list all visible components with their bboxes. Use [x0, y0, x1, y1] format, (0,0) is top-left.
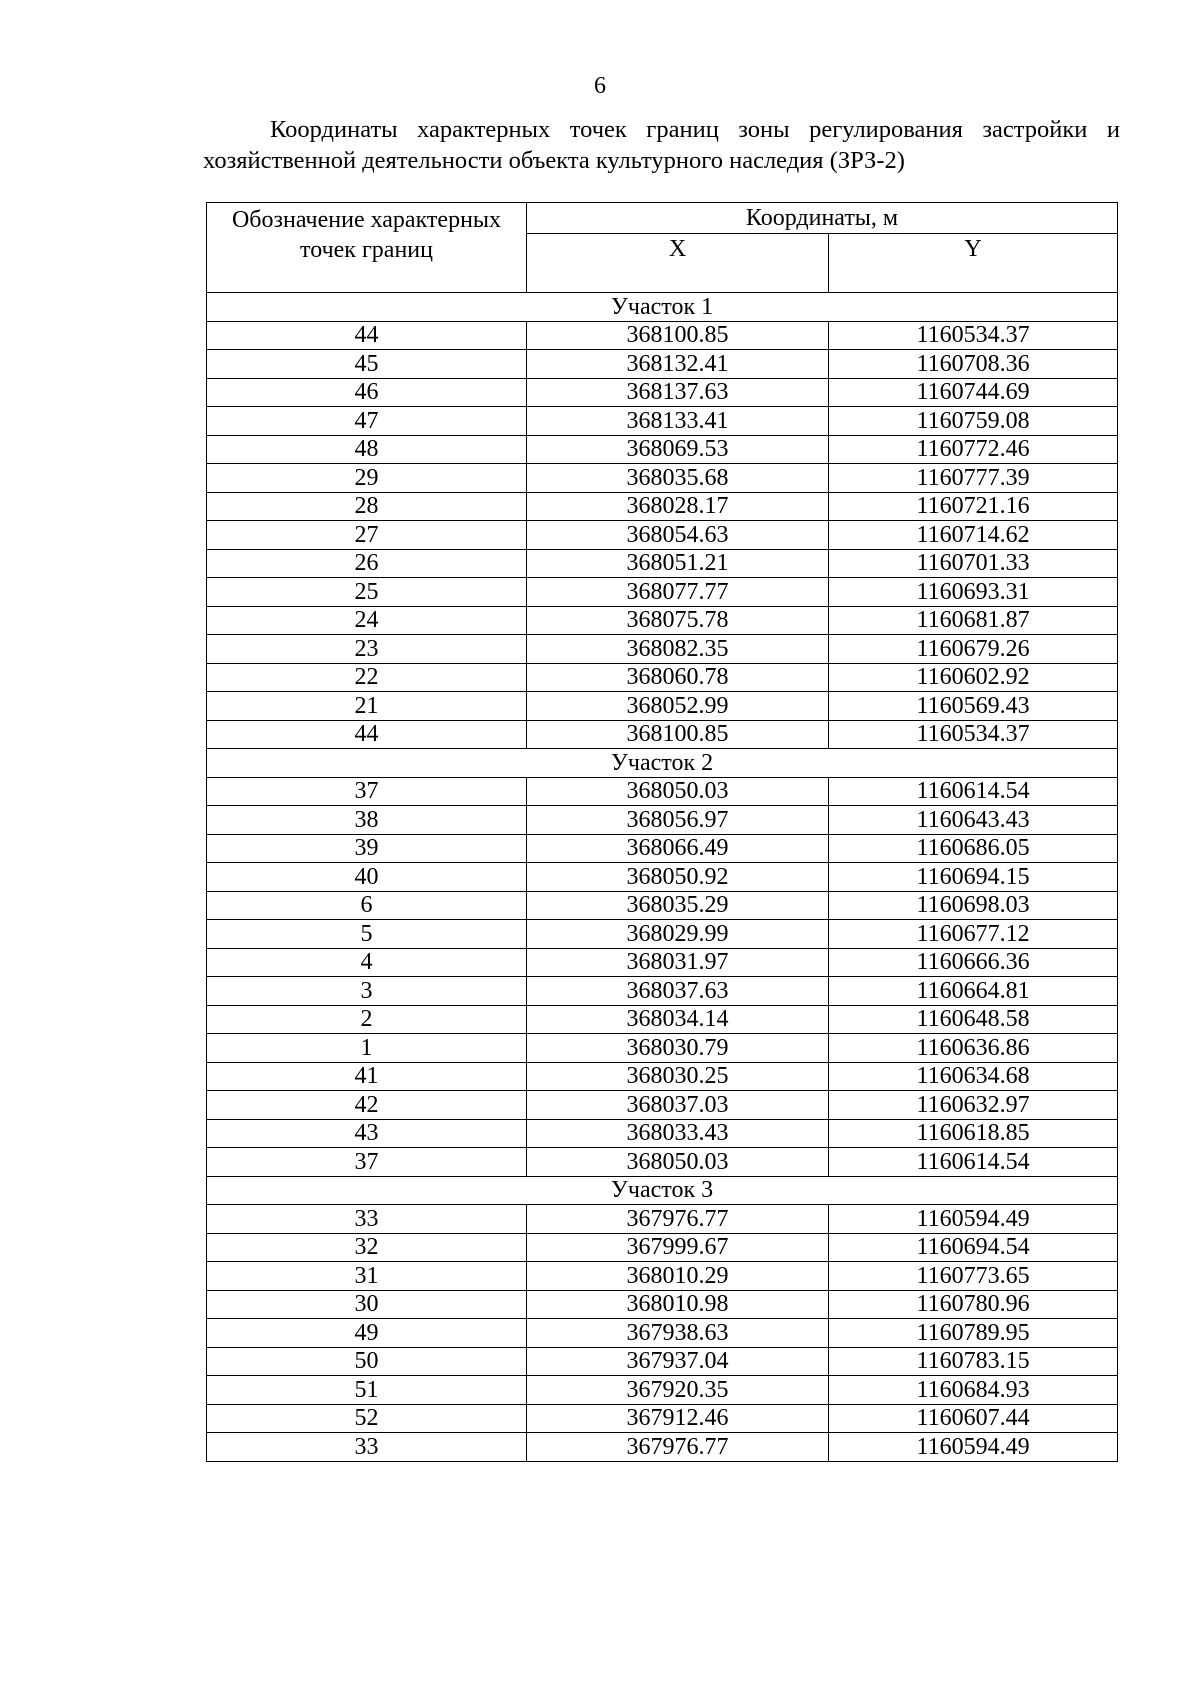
section-row: [207, 293, 1118, 322]
x-coordinate-cell: 368010.29: [527, 1262, 829, 1291]
point-id-cell: 24: [207, 606, 527, 635]
x-coordinate-cell: 368031.97: [527, 948, 829, 977]
y-coordinate-cell: 1160677.12: [829, 920, 1118, 949]
section-title: Участок 1: [207, 293, 1118, 322]
point-id-cell: 32: [207, 1233, 527, 1262]
point-id-cell: 26: [207, 549, 527, 578]
point-id-cell: 2: [207, 1005, 527, 1034]
point-id-cell: 21: [207, 692, 527, 721]
table-row: [207, 1404, 1118, 1433]
point-id-cell: 43: [207, 1119, 527, 1148]
point-id-cell: 38: [207, 806, 527, 835]
y-coordinate-cell: 1160701.33: [829, 549, 1118, 578]
point-id-cell: 42: [207, 1091, 527, 1120]
y-coordinate-cell: 1160684.93: [829, 1376, 1118, 1405]
x-coordinate-cell: 367976.77: [527, 1433, 829, 1462]
y-header: Y: [829, 234, 1118, 293]
point-id-cell: 44: [207, 321, 527, 350]
y-coordinate-cell: 1160777.39: [829, 464, 1118, 493]
coordinates-header: Координаты, м: [527, 203, 1118, 234]
y-coordinate-cell: 1160636.86: [829, 1034, 1118, 1063]
x-coordinate-cell: 368028.17: [527, 492, 829, 521]
y-coordinate-cell: 1160664.81: [829, 977, 1118, 1006]
table-row: [207, 863, 1118, 892]
point-id-cell: 37: [207, 777, 527, 806]
y-coordinate-cell: 1160714.62: [829, 521, 1118, 550]
table-row: [207, 977, 1118, 1006]
x-coordinate-cell: 368050.92: [527, 863, 829, 892]
table-row: [207, 1091, 1118, 1120]
y-coordinate-cell: 1160594.49: [829, 1205, 1118, 1234]
table-row: [207, 806, 1118, 835]
point-id-cell: 28: [207, 492, 527, 521]
y-coordinate-cell: 1160783.15: [829, 1347, 1118, 1376]
y-coordinate-cell: 1160634.68: [829, 1062, 1118, 1091]
x-coordinate-cell: 368037.03: [527, 1091, 829, 1120]
point-id-cell: 6: [207, 891, 527, 920]
y-coordinate-cell: 1160772.46: [829, 435, 1118, 464]
point-id-cell: 50: [207, 1347, 527, 1376]
x-coordinate-cell: 368010.98: [527, 1290, 829, 1319]
table-row: [207, 1433, 1118, 1462]
table-row: [207, 407, 1118, 436]
y-coordinate-cell: 1160759.08: [829, 407, 1118, 436]
point-id-cell: 23: [207, 635, 527, 664]
x-coordinate-cell: 367937.04: [527, 1347, 829, 1376]
y-coordinate-cell: 1160534.37: [829, 720, 1118, 749]
y-coordinate-cell: 1160693.31: [829, 578, 1118, 607]
table-row: [207, 521, 1118, 550]
point-id-cell: 44: [207, 720, 527, 749]
x-coordinate-cell: 368069.53: [527, 435, 829, 464]
table-row: [207, 920, 1118, 949]
point-id-cell: 52: [207, 1404, 527, 1433]
y-coordinate-cell: 1160632.97: [829, 1091, 1118, 1120]
point-id-cell: 22: [207, 663, 527, 692]
y-coordinate-cell: 1160694.54: [829, 1233, 1118, 1262]
x-coordinate-cell: 368137.63: [527, 378, 829, 407]
point-id-cell: 39: [207, 834, 527, 863]
table-row: [207, 1062, 1118, 1091]
table-row: [207, 720, 1118, 749]
table-row: [207, 606, 1118, 635]
y-coordinate-cell: 1160679.26: [829, 635, 1118, 664]
point-label-header: Обозначение характерных точек границ: [207, 203, 527, 293]
y-coordinate-cell: 1160686.05: [829, 834, 1118, 863]
x-coordinate-cell: 368082.35: [527, 635, 829, 664]
x-coordinate-cell: 368030.79: [527, 1034, 829, 1063]
table-row: [207, 1233, 1118, 1262]
y-coordinate-cell: 1160708.36: [829, 350, 1118, 379]
table-row: [207, 777, 1118, 806]
point-id-cell: 25: [207, 578, 527, 607]
x-coordinate-cell: 368051.21: [527, 549, 829, 578]
table-row: [207, 1290, 1118, 1319]
y-coordinate-cell: 1160618.85: [829, 1119, 1118, 1148]
table-row: [207, 378, 1118, 407]
point-id-cell: 27: [207, 521, 527, 550]
table-row: [207, 1262, 1118, 1291]
y-coordinate-cell: 1160607.44: [829, 1404, 1118, 1433]
y-coordinate-cell: 1160780.96: [829, 1290, 1118, 1319]
x-coordinate-cell: 368050.03: [527, 777, 829, 806]
y-coordinate-cell: 1160614.54: [829, 1148, 1118, 1177]
y-coordinate-cell: 1160666.36: [829, 948, 1118, 977]
y-coordinate-cell: 1160643.43: [829, 806, 1118, 835]
point-id-cell: 51: [207, 1376, 527, 1405]
x-coordinate-cell: 368054.63: [527, 521, 829, 550]
point-id-cell: 1: [207, 1034, 527, 1063]
x-coordinate-cell: 368100.85: [527, 321, 829, 350]
table-row: [207, 692, 1118, 721]
table-row: [207, 834, 1118, 863]
x-coordinate-cell: 368035.29: [527, 891, 829, 920]
x-coordinate-cell: 368033.43: [527, 1119, 829, 1148]
page-number: 6: [594, 73, 606, 99]
x-coordinate-cell: 367938.63: [527, 1319, 829, 1348]
point-id-cell: 33: [207, 1433, 527, 1462]
y-coordinate-cell: 1160773.65: [829, 1262, 1118, 1291]
x-coordinate-cell: 368050.03: [527, 1148, 829, 1177]
x-coordinate-cell: 367912.46: [527, 1404, 829, 1433]
x-coordinate-cell: 368030.25: [527, 1062, 829, 1091]
table-row: [207, 578, 1118, 607]
x-coordinate-cell: 368035.68: [527, 464, 829, 493]
table-row: [207, 635, 1118, 664]
table-row: [207, 1347, 1118, 1376]
y-coordinate-cell: 1160789.95: [829, 1319, 1118, 1348]
table-row: [207, 549, 1118, 578]
table-row: [207, 948, 1118, 977]
table-row: [207, 464, 1118, 493]
table-row: [207, 1119, 1118, 1148]
y-coordinate-cell: 1160602.92: [829, 663, 1118, 692]
table-row: [207, 1005, 1118, 1034]
point-id-cell: 31: [207, 1262, 527, 1291]
x-coordinate-cell: 368056.97: [527, 806, 829, 835]
x-coordinate-cell: 368034.14: [527, 1005, 829, 1034]
point-id-cell: 46: [207, 378, 527, 407]
x-coordinate-cell: 368133.41: [527, 407, 829, 436]
y-coordinate-cell: 1160614.54: [829, 777, 1118, 806]
y-coordinate-cell: 1160569.43: [829, 692, 1118, 721]
table-row: [207, 350, 1118, 379]
table-row: [207, 1034, 1118, 1063]
section-title: Участок 2: [207, 749, 1118, 778]
x-coordinate-cell: 368052.99: [527, 692, 829, 721]
point-id-cell: 40: [207, 863, 527, 892]
x-coordinate-cell: 368060.78: [527, 663, 829, 692]
x-coordinate-cell: 367976.77: [527, 1205, 829, 1234]
x-coordinate-cell: 368029.99: [527, 920, 829, 949]
y-coordinate-cell: 1160534.37: [829, 321, 1118, 350]
section-row: [207, 749, 1118, 778]
document-heading: [203, 114, 1120, 176]
y-coordinate-cell: 1160594.49: [829, 1433, 1118, 1462]
y-coordinate-cell: 1160694.15: [829, 863, 1118, 892]
x-coordinate-cell: 368100.85: [527, 720, 829, 749]
table-row: [207, 663, 1118, 692]
table-row: [207, 891, 1118, 920]
x-header: X: [527, 234, 829, 293]
y-coordinate-cell: 1160698.03: [829, 891, 1118, 920]
x-coordinate-cell: 367920.35: [527, 1376, 829, 1405]
point-id-cell: 3: [207, 977, 527, 1006]
table-row: [207, 435, 1118, 464]
point-id-cell: 4: [207, 948, 527, 977]
point-id-cell: 33: [207, 1205, 527, 1234]
x-coordinate-cell: 368132.41: [527, 350, 829, 379]
y-coordinate-cell: 1160744.69: [829, 378, 1118, 407]
table-row: [207, 1205, 1118, 1234]
section-row: [207, 1176, 1118, 1205]
table-header: [207, 203, 1118, 293]
table-row: [207, 1148, 1118, 1177]
heading-line-1: Координаты характерных точек границ зоны регулирования застройки и: [270, 116, 1120, 143]
point-id-cell: 49: [207, 1319, 527, 1348]
y-coordinate-cell: 1160681.87: [829, 606, 1118, 635]
table-body: [207, 293, 1118, 1462]
point-id-cell: 29: [207, 464, 527, 493]
point-id-cell: 47: [207, 407, 527, 436]
table-row: [207, 321, 1118, 350]
point-id-cell: 48: [207, 435, 527, 464]
x-coordinate-cell: 367999.67: [527, 1233, 829, 1262]
table-row: [207, 492, 1118, 521]
section-title: Участок 3: [207, 1176, 1118, 1205]
y-coordinate-cell: 1160721.16: [829, 492, 1118, 521]
coordinates-table: [206, 202, 1118, 1462]
x-coordinate-cell: 368037.63: [527, 977, 829, 1006]
x-coordinate-cell: 368066.49: [527, 834, 829, 863]
point-id-cell: 5: [207, 920, 527, 949]
point-id-cell: 41: [207, 1062, 527, 1091]
heading-line-2: хозяйственной деятельности объекта культурного наследия (ЗРЗ-2): [203, 147, 905, 174]
y-coordinate-cell: 1160648.58: [829, 1005, 1118, 1034]
point-id-cell: 30: [207, 1290, 527, 1319]
x-coordinate-cell: 368075.78: [527, 606, 829, 635]
table-row: [207, 1319, 1118, 1348]
table-row: [207, 1376, 1118, 1405]
point-id-cell: 45: [207, 350, 527, 379]
x-coordinate-cell: 368077.77: [527, 578, 829, 607]
point-id-cell: 37: [207, 1148, 527, 1177]
